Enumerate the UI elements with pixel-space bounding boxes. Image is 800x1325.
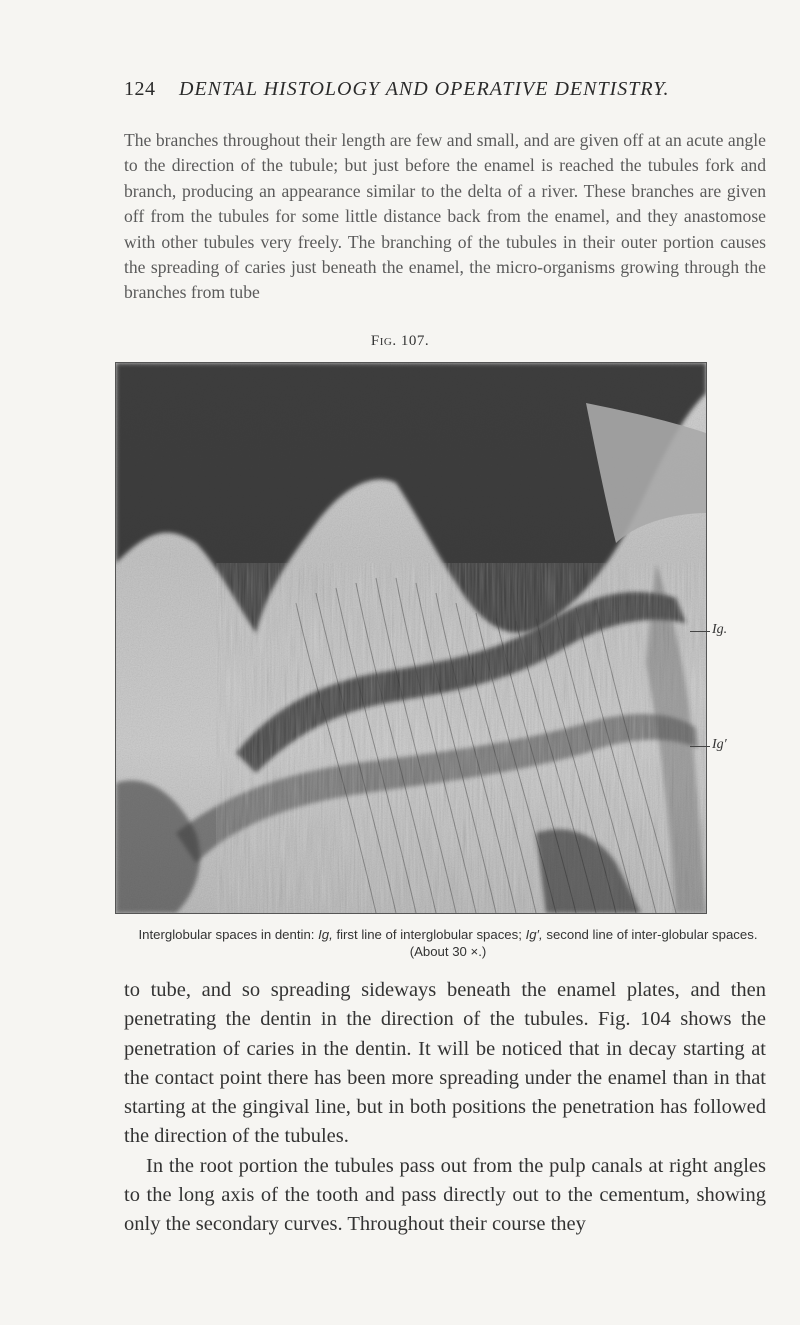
- paragraph-bottom-1: to tube, and so spreading sideways beneath the enamel plates, and then penetrating the dentin in the direction of the tubules. Fig. 104 shows the penetration of caries in the dentin. It will be noticed that in decay starting at the contact point there has been more spreading under the enamel than in that starting at the gingival line, but in both positions the penetration has followed the direction of the tubules.: [124, 979, 766, 1148]
- page-number: 124: [124, 78, 156, 100]
- caption-part-2: first line of interglobular spaces;: [332, 927, 526, 942]
- label-ig: Ig.: [712, 622, 728, 637]
- leader-line-ig: [690, 631, 710, 632]
- paragraph-bottom-2: In the root portion the tubules pass out from the pulp canals at right angles to the long axis of the tooth and pass directly out to the cementum, showing only the secondary curves. Throughout their course they: [124, 1154, 766, 1236]
- paragraph-bottom: [124, 976, 766, 1240]
- figure-caption: [128, 926, 768, 960]
- leader-line-ig2: [690, 746, 710, 747]
- running-head-title: DENTAL HISTOLOGY AND OPERATIVE DENTISTRY.: [179, 78, 670, 100]
- paragraph-top: The branches throughout their length are few and small, and are given off at an acute angle to the direction of the tubule; but just before the enamel is reached the tubules fork and branch, producing an appearance similar to the delta of a river. These branches are given off from the tubules for some little distance back from the enamel, and they anastomose with other tubules very freely. The branching of the tubules in their outer portion causes the spreading of caries just beneath the enamel, the micro-organisms growing through the branches from tube: [124, 130, 766, 303]
- running-head: [124, 78, 764, 101]
- caption-ig2: Ig′,: [525, 927, 543, 942]
- caption-ig: Ig,: [318, 927, 333, 942]
- figure-label: Fig. 107.: [370, 333, 430, 349]
- label-ig2: Ig′: [712, 737, 727, 752]
- caption-part-1: Interglobular spaces in dentin:: [138, 927, 319, 942]
- micrograph-figure: [115, 362, 707, 914]
- caption-part-3: second line of inter-globular spaces. (About 30 ×.): [409, 927, 758, 959]
- micrograph-image: [116, 363, 706, 913]
